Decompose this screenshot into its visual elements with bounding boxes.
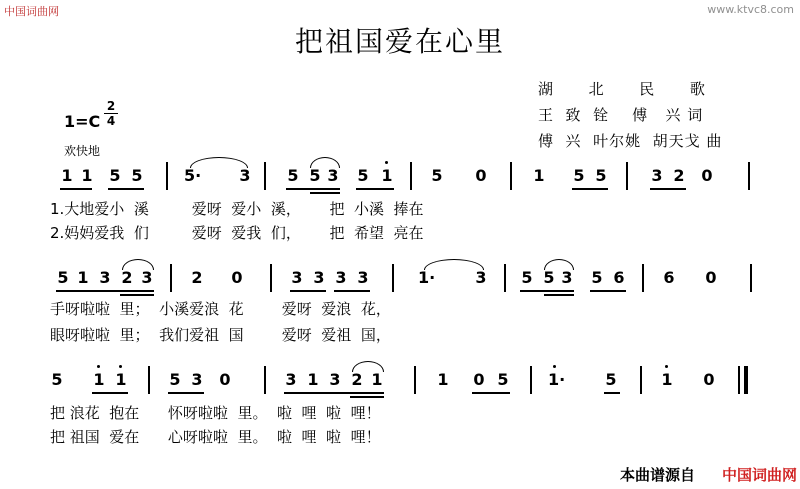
final-barline [744, 366, 748, 394]
time-signature-top: 2 [106, 99, 116, 113]
barline [738, 366, 740, 394]
note: 2 [191, 268, 203, 287]
note: 3 [475, 268, 487, 287]
barline [410, 162, 412, 190]
note: 5 [109, 166, 121, 185]
note: 0 [219, 370, 231, 389]
note: 1· [418, 268, 436, 287]
notation-line [0, 370, 800, 392]
note: 3 [335, 268, 347, 287]
note: 0 [231, 268, 243, 287]
note: 1 [660, 370, 674, 389]
underline [350, 396, 384, 398]
key-signature: 1=C [64, 112, 101, 131]
note: 6 [613, 268, 625, 287]
barline [392, 264, 394, 292]
note: 0 [473, 370, 485, 389]
note: 3 [327, 166, 339, 185]
note: 1 [307, 370, 319, 389]
note: 1 [77, 268, 89, 287]
barline [640, 366, 642, 394]
note: 1· [548, 370, 562, 389]
note: 5 [309, 166, 321, 185]
underline [108, 188, 144, 190]
notation-line [0, 166, 800, 188]
slur [424, 259, 484, 270]
barline [264, 366, 266, 394]
footer-site-link[interactable]: 中国词曲网 [722, 466, 798, 484]
watermark-left: 中国词曲网 [4, 5, 59, 18]
lyric-text: 手呀啦啦 里； 小溪爱浪 花 爱呀 爱浪 花， [50, 300, 391, 318]
note: 1 [92, 370, 106, 389]
barline [530, 366, 532, 394]
note: 0 [703, 370, 715, 389]
slur [310, 157, 340, 168]
note: 3 [561, 268, 573, 287]
note: 0 [475, 166, 487, 185]
barline [642, 264, 644, 292]
barline [166, 162, 168, 190]
underline [290, 290, 326, 292]
note: 2 [673, 166, 685, 185]
note: 5 [431, 166, 443, 185]
time-signature [104, 100, 118, 127]
note: 1 [380, 166, 394, 185]
underline [356, 188, 394, 190]
note: 0 [701, 166, 713, 185]
note: 5 [357, 166, 369, 185]
underline [604, 392, 620, 394]
underline [334, 290, 370, 292]
slur [122, 259, 154, 270]
note: 1 [437, 370, 449, 389]
note: 5 [51, 370, 63, 389]
note: 5 [521, 268, 533, 287]
note: 5 [591, 268, 603, 287]
underline [92, 392, 128, 394]
lyrics-verse-2 [0, 222, 800, 242]
note: 3 [285, 370, 297, 389]
notation-line [0, 268, 800, 290]
note: 1 [61, 166, 73, 185]
note: 3 [239, 166, 251, 185]
underline [544, 294, 574, 296]
note: 3 [99, 268, 111, 287]
barline [148, 366, 150, 394]
note: 3 [191, 370, 203, 389]
credit-lyricist: 王 致 铨 傅 兴 词 [538, 106, 704, 124]
barline [270, 264, 272, 292]
note: 6 [663, 268, 675, 287]
note: 3 [651, 166, 663, 185]
underline [56, 290, 154, 292]
note: 5 [543, 268, 555, 287]
note: 5 [595, 166, 607, 185]
underline [572, 188, 608, 190]
note: 5 [497, 370, 509, 389]
underline [286, 188, 340, 190]
slur [544, 259, 574, 270]
barline [626, 162, 628, 190]
credit-composer: 傅 兴 叶尔姚 胡天戈 曲 [538, 132, 723, 150]
underline [60, 188, 92, 190]
barline [504, 264, 506, 292]
underline [310, 192, 340, 194]
note: 1 [114, 370, 128, 389]
note: 5 [573, 166, 585, 185]
note: 3 [313, 268, 325, 287]
note: 1 [81, 166, 93, 185]
underline [168, 392, 204, 394]
lyrics-verse-1 [0, 198, 800, 218]
note: 3 [357, 268, 369, 287]
underline [590, 290, 626, 292]
barline [748, 162, 750, 190]
barline [414, 366, 416, 394]
note: 2 [351, 370, 363, 389]
note: 1 [371, 370, 383, 389]
time-signature-bottom: 4 [106, 114, 116, 128]
note: 2 [121, 268, 133, 287]
barline [170, 264, 172, 292]
underline [650, 188, 686, 190]
lyrics-verse-1 [0, 298, 800, 318]
lyric-text: 1.大地爱小 溪 爱呀 爱小 溪， 把 小溪 捧在 [50, 200, 424, 218]
footer-source-label: 本曲谱源自 [620, 466, 696, 484]
slur [190, 157, 248, 168]
lyric-text: 把 祖国 爱在 心呀啦啦 里。 啦 哩 啦 哩！ [50, 428, 381, 446]
note: 1 [533, 166, 545, 185]
tempo-marking: 欢快地 [64, 144, 101, 158]
underline [120, 294, 154, 296]
slur [352, 361, 384, 372]
lyric-text: 把 浪花 抱在 怀呀啦啦 里。 啦 哩 啦 哩！ [50, 404, 381, 422]
underline [520, 290, 574, 292]
note: 5 [287, 166, 299, 185]
barline [264, 162, 266, 190]
lyrics-verse-1 [0, 402, 800, 422]
note: 0 [705, 268, 717, 287]
note: 5 [57, 268, 69, 287]
underline [284, 392, 384, 394]
note: 5 [169, 370, 181, 389]
note: 5· [184, 166, 202, 185]
note: 5 [131, 166, 143, 185]
note: 5 [605, 370, 617, 389]
barline [750, 264, 752, 292]
note: 3 [329, 370, 341, 389]
watermark-right: www.ktvc8.com [707, 3, 794, 16]
note: 3 [291, 268, 303, 287]
credit-origin: 湖 北 民 歌 [538, 80, 706, 98]
song-title: 把祖国爱在心里 [294, 25, 505, 58]
lyrics-verse-2 [0, 324, 800, 344]
lyrics-verse-2 [0, 426, 800, 446]
barline [510, 162, 512, 190]
note: 3 [141, 268, 153, 287]
lyric-text: 眼呀啦啦 里； 我们爱祖 国 爱呀 爱祖 国， [50, 326, 391, 344]
underline [472, 392, 510, 394]
lyric-text: 2.妈妈爱我 们 爱呀 爱我 们， 把 希望 亮在 [50, 224, 424, 242]
